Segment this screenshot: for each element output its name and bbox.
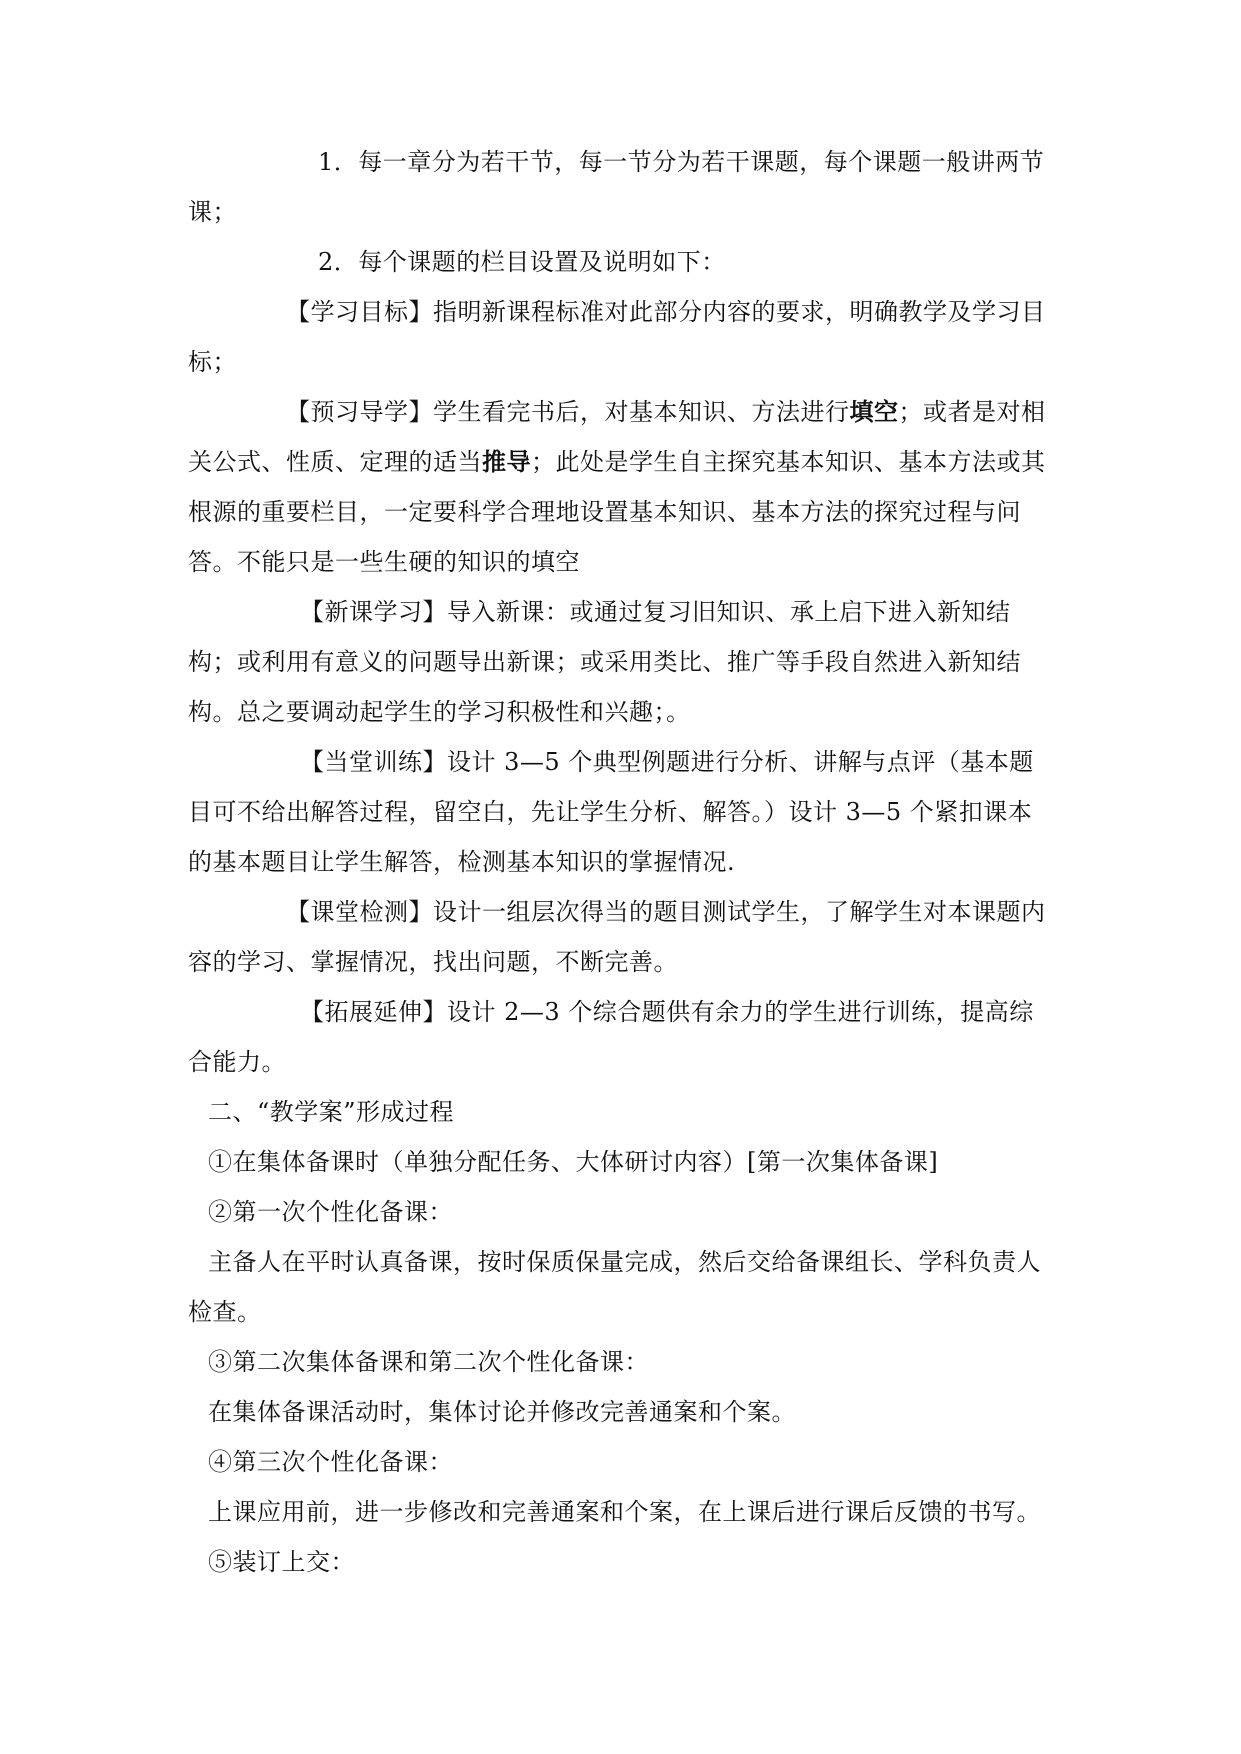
list-item-3: ③第二次集体备课和第二次个性化备课： <box>208 1348 649 1376</box>
list-item-4: ④第三次个性化备课： <box>208 1448 453 1476</box>
paragraph-learning-goals: 【学习目标】指明新课程标准对此部分内容的要求，明确教学及学习目标； <box>188 298 1046 376</box>
paragraph-extension: 【拓展延伸】设计 2—3 个综合题供有余力的学生进行训练，提高综合能力。 <box>188 998 1034 1076</box>
list-item-2: ②第一次个性化备课： <box>208 1198 453 1226</box>
list-item-5: ⑤装订上交： <box>208 1548 355 1576</box>
paragraph-list-4-detail: 上课应用前，进一步修改和完善通案和个案，在上课后进行课后反馈的书写。 <box>208 1498 1041 1526</box>
paragraph-2: 2．每个课题的栏目设置及说明如下： <box>318 248 726 276</box>
paragraph-list-2-detail: 主备人在平时认真备课，按时保质保量完成，然后交给备课组长、学科负责人检查。 <box>188 1248 1041 1326</box>
list-item-1: ①在集体备课时（单独分配任务、大体研讨内容）[第一次集体备课] <box>208 1148 939 1176</box>
paragraph-preview-guide: 【预习导学】学生看完书后，对基本知识、方法进行填空；或者是对相关公式、性质、定理的适当推导；此处是学生自主探究基本知识、基本方法或其根源的重要栏目，一定要科学合理地设置基本知识、基本方法的探究过程与问答。不能只是一些生硬的知识的填空 <box>188 397 1046 576</box>
paragraph-list-3-detail: 在集体备课活动时，集体讨论并修改完善通案和个案。 <box>208 1398 796 1426</box>
bold-derive: 推导 <box>482 447 531 476</box>
paragraph-classroom-test: 【课堂检测】设计一组层次得当的题目测试学生，了解学生对本课题内容的学习、掌握情况，找出问题，不断完善。 <box>188 898 1046 976</box>
paragraph-classroom-training: 【当堂训练】设计 3—5 个典型例题进行分析、讲解与点评（基本题目可不给出解答过程，留空白，先让学生分析、解答。）设计 3—5 个紧扣课本的基本题目让学生解答，检测基本知识的掌握情况. <box>188 748 1034 876</box>
bold-fill-in: 填空 <box>849 397 899 426</box>
paragraph-new-lesson: 【新课学习】导入新课：或通过复习旧知识、承上启下进入新知结构；或利用有意义的问题导出新课；或采用类比、推广等手段自然进入新知结构。总之要调动起学生的学习积极性和兴趣；。 <box>188 598 1021 726</box>
paragraph-1: 1．每一章分为若干节，每一节分为若干课题，每个课题一般讲两节课； <box>188 148 1045 226</box>
section-heading-2: 二、“教学案”形成过程 <box>208 1098 455 1126</box>
document-body <box>188 137 1050 1587</box>
